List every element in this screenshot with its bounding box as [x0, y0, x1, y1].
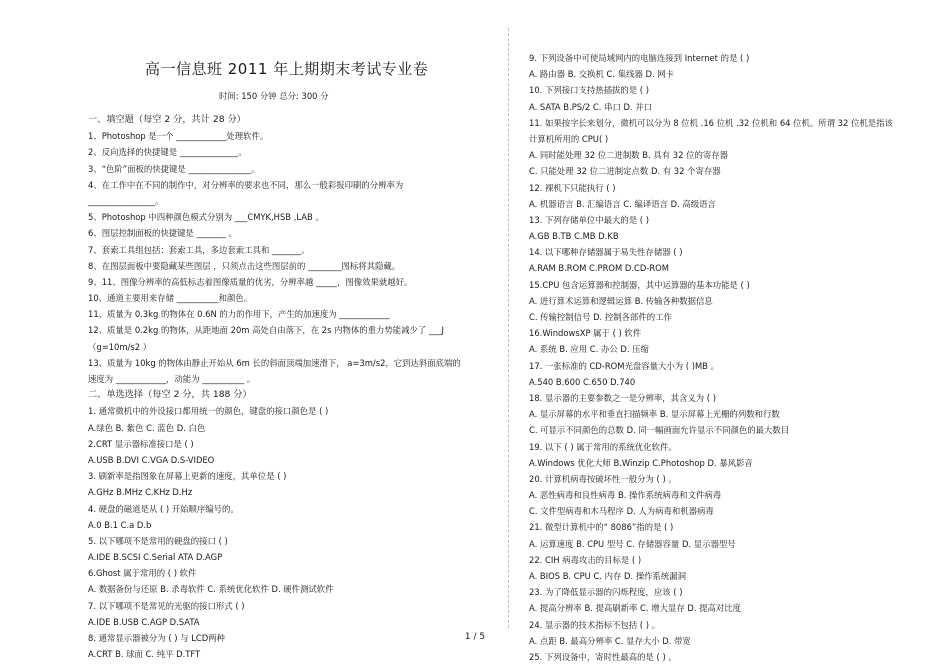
left-column [88, 112, 488, 662]
question-line: 19. 以下 ( ) 属于常用的系统优化软件。 [529, 441, 677, 452]
question-line: 4. 硬盘的磁道是从 ( ) 开始顺序编号的。 [88, 503, 239, 514]
question-line: A. 恶性病毒和良性病毒 B. 操作系统病毒和文件病毒 [529, 490, 722, 501]
right-column [529, 50, 929, 665]
question-line: A. 显示屏幕的水平和垂直扫描频率 B. 显示屏幕上光栅的列数和行数 [529, 409, 780, 420]
question-line: 一、填空题（每空 2 分，共计 28 分） [88, 114, 246, 125]
page-title: 高一信息班 2011 年上期期末考试专业卷 [145, 60, 429, 78]
question-line: 3. 刷新率是指图象在屏幕上更新的速度，其单位是 ( ) [88, 471, 287, 482]
question-line: 4、在工作中在不同的制作中，对分辨率的要求也不同，那么一般彩报印刷的分辨率为 [88, 179, 404, 190]
question-line: A.IDE B.USB C.AGP D.SATA [88, 616, 200, 627]
question-line: A. 提高分辨率 B. 提高刷新率 C. 增大显存 D. 提高对比度 [529, 603, 742, 614]
question-line: 10、通道主要用来存储 __________和颜色。 [88, 293, 253, 304]
question-line: C. 可显示不同颜色的总数 D. 同一幅画面允许显示不同颜色的最大数目 [529, 425, 790, 436]
question-line: A.540 B.600 C.650 D.740 [529, 376, 636, 387]
question-line: 计算机所用的 CPU( ) [529, 133, 609, 144]
question-line: A.Windows 优化大师 B.Winzip C.Photoshop D. 暴风影音 [529, 457, 753, 468]
question-line: A. 路由器 B. 交换机 C. 集线器 D. 网卡 [529, 69, 675, 80]
question-line: A.IDE B.SCSI C.Serial ATA D.AGP [88, 552, 223, 563]
question-line: A. 进行算术运算和逻辑运算 B. 传输各种数据信息 [529, 295, 713, 306]
question-line: 14. 以下哪种存储器属于易失性存储器 ( ) [529, 247, 683, 258]
question-line: 5、Photoshop 中四种颜色模式分别为 ___CMYK,HSB ,LAB 。 [88, 212, 324, 223]
question-line: 5. 以下哪项不是常用的硬盘的接口 ( ) [88, 535, 228, 546]
question-line: 13. 下列存储单位中最大的是 ( ) [529, 214, 649, 225]
question-line: A.GHz B.MHz C.KHz D.Hz [88, 487, 193, 498]
question-line: A. BIOS B. CPU C. 内存 D. 操作系统漏洞 [529, 571, 687, 581]
question-line: 8. 通常显示器被分为 ( ) 与 LCD两种 [88, 633, 225, 643]
question-line: 16.WindowsXP 属于 ( ) 软件 [529, 328, 642, 339]
question-line: A.GB B.TB C.MB D.KB [529, 231, 619, 242]
question-line: 11、质量为 0.3kg 的物体在 0.6N 的力的作用下，产生的加速度为 ____________ [88, 309, 390, 320]
question-line: 20. 计算机病毒按破坏性一般分为 ( ) 。 [529, 473, 677, 484]
question-line: 10. 下列接口支持热插拔的是 ( ) [529, 85, 649, 96]
question-line: 23. 为了降低显示器的闪烁程度，应该 ( ) [529, 587, 683, 598]
question-line: C. 文件型病毒和木马程序 D. 人为病毒和机器病毒 [529, 506, 714, 517]
question-line: 13、质量为 10kg 的物体由静止开始从 6m 长的斜面顶端加速滑下， a=3m/s2，它到达斜面底端的 [88, 357, 461, 368]
question-line: 速度为 ____________，动能为 __________ 。 [88, 374, 256, 384]
column-divider [508, 28, 509, 628]
question-line: 2、反向选择的快捷键是 ______________。 [88, 147, 247, 158]
question-line: A. 数据备份与还原 B. 杀毒软件 C. 系统优化软件 D. 硬件测试软件 [88, 584, 334, 595]
page-number: 1 / 5 [464, 632, 486, 642]
question-line: 12、质量是 0.2kg 的物体，从距地面 20m 高处自由落下，在 2s 内物体的重力势能减少了 ___J [88, 325, 444, 336]
question-line: A. 运算速度 B. CPU 型号 C. 存储器容量 D. 显示器型号 [529, 538, 736, 549]
exam-meta: 时间: 150 分钟 总分: 300 分 [219, 91, 329, 101]
question-line: 18. 显示器的主要参数之一是分辨率，其含义为 ( ) [529, 392, 716, 403]
question-line: A. 点距 B. 最高分辨率 C. 显存大小 D. 带宽 [529, 635, 691, 646]
question-line: 21. 微型计算机中的“ 8086”指的是 ( ) [529, 522, 674, 533]
question-line: A. 机器语言 B. 汇编语言 C. 编译语言 D. 高级语言 [529, 198, 716, 209]
question-line: C. 只能处理 32 位二进制定点数 D. 有 32 个寄存器 [529, 166, 721, 177]
question-line: （g=10m/s2 ） [88, 341, 152, 352]
question-line: 1. 通常微机中的外设接口都用统一的颜色，键盘的接口颜色是 ( ) [88, 406, 329, 417]
question-line: 3、“色阶”面板的快捷键是 _______________。 [88, 163, 260, 174]
question-line: 24. 显示器的技术指标不包括 ( ) 。 [529, 619, 661, 630]
question-line: 2.CRT 显示器标准接口是 ( ) [88, 438, 194, 449]
question-line: A.RAM B.ROM C.PROM D.CD-ROM [529, 263, 669, 274]
question-line: A.0 B.1 C.a D.b [88, 519, 152, 530]
question-line: 6、图层控制面板的快捷键是 _______ 。 [88, 228, 237, 239]
question-line: C. 传输控制信号 D. 控制各部件的工作 [529, 312, 672, 322]
question-line: 12. 裸机下只能执行 ( ) [529, 182, 616, 193]
question-line: 7、套索工具组包括：套索工具，多边套索工具和 _______。 [88, 244, 310, 255]
question-line: 1、Photoshop 是一个 ____________处理软件。 [88, 131, 269, 142]
question-line: A.绿色 B. 紫色 C. 蓝色 D. 白色 [88, 422, 206, 433]
question-line: 11. 如果按字长来划分，微机可以分为 8 位机 .16 位机 .32 位机和 64 位机。所谓 32 位机是指该 [529, 117, 893, 128]
question-line: 22. CIH 病毒攻击的目标是 ( ) [529, 554, 642, 565]
question-line: 25. 下列设备中，寄时性最高的是 ( ) 。 [529, 651, 677, 662]
question-line: 7. 以下哪项不是常见的光驱的接口形式 ( ) [88, 600, 245, 611]
question-line: 二、单选选择（每空 2 分，共 188 分） [88, 389, 252, 401]
question-line: A.USB B.DVI C.VGA D.S-VIDEO [88, 454, 215, 465]
question-line: 9. 下列设备中可使局域网内的电脑连接到 Internet 的是 ( ) [529, 53, 750, 63]
question-line: A. 同时能处理 32 位二进制数 B. 具有 32 位的寄存器 [529, 150, 728, 161]
question-line: 6.Ghost 属于常用的 ( ) 软件 [88, 568, 197, 579]
question-line: A.CRT B. 球面 C. 纯平 D.TFT [88, 649, 201, 660]
question-line: 15.CPU 包含运算器和控制器，其中运算器的基本功能是 ( ) [529, 279, 750, 290]
question-line: A. 系统 B. 应用 C. 办公 D. 压缩 [529, 344, 649, 355]
question-line: 17. 一张标准的 CD-ROM光盘容量大小为 ( )MB 。 [529, 360, 719, 371]
question-line: A. SATA B.PS/2 C. 串口 D. 并口 [529, 101, 653, 112]
question-line: 8、在图层面板中要隐藏某些图层 ，只须点击这些图层前的 ________图标将其隐藏。 [88, 260, 401, 271]
question-line: ________________。 [88, 195, 164, 206]
question-line: 9、11、图像分辨率的高低标志着图像质量的优劣，分辨率越 _____，图像效果就越好。 [88, 276, 413, 287]
